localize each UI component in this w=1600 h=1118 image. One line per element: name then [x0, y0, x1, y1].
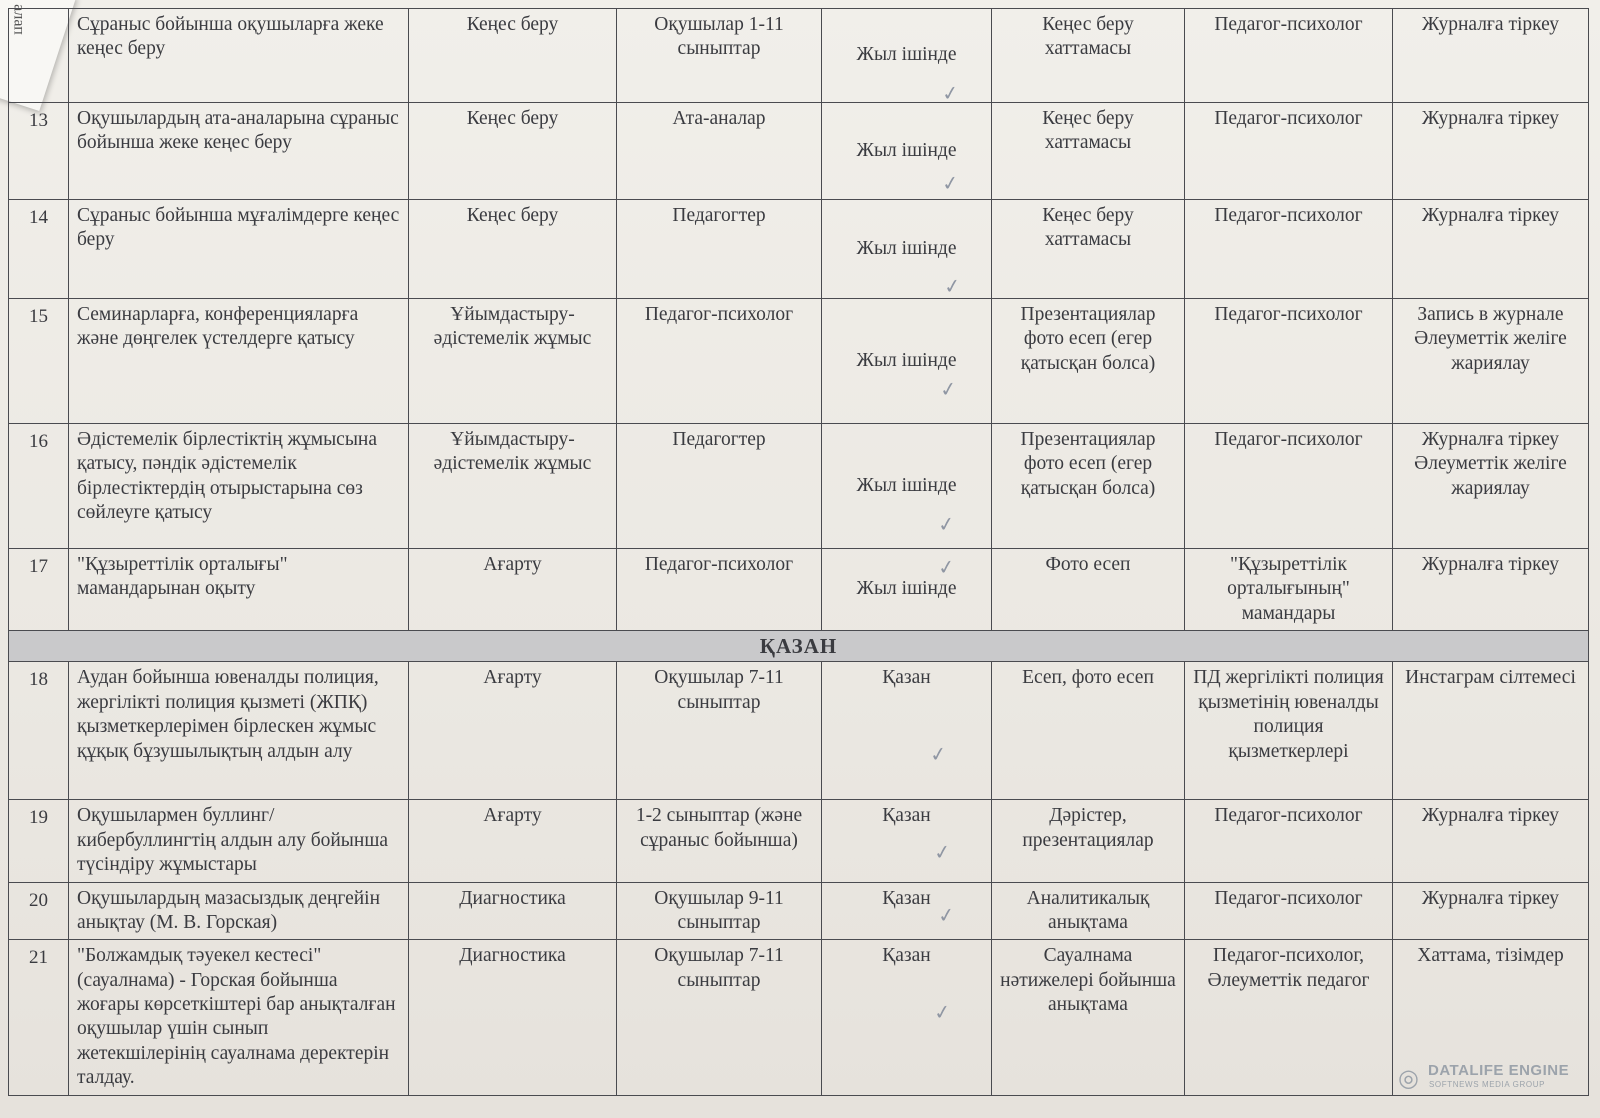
table-row: [9, 662, 1589, 800]
report-cell: Инстаграм сілтемесі: [1393, 662, 1589, 800]
row-number: 15: [9, 299, 69, 424]
audience-cell: Оқушылар 9-11 сыныптар: [617, 882, 822, 940]
time-text: Жыл ішінде: [856, 349, 957, 371]
month-header-row: [9, 631, 1589, 662]
form-cell: Кеңес беру: [409, 103, 617, 200]
row-number: 20: [9, 882, 69, 940]
report-cell: Журналға тіркеу: [1393, 9, 1589, 103]
form-cell: Диагностика: [409, 940, 617, 1096]
activity-cell: Сұраныс бойынша оқушыларға жеке кеңес беру: [69, 9, 409, 103]
time-text: Жыл ішінде: [856, 578, 957, 600]
time-cell: [822, 882, 992, 940]
form-cell: Кеңес беру: [409, 9, 617, 103]
check-mark-icon: ✓: [932, 839, 953, 866]
check-mark-icon: ✓: [938, 375, 959, 403]
responsible-cell: Педагог-психолог: [1185, 200, 1393, 299]
work-plan-table: [8, 8, 1589, 1096]
result-cell: Аналитикалық анықтама: [992, 882, 1185, 940]
time-cell: [822, 9, 992, 107]
check-mark-icon: ✓: [936, 901, 957, 928]
activity-cell: Аудан бойынша ювеналды полиция, жергілікті полиция қызметі (ЖПҚ) қызметкерлерімен бірлескен жұмыс құқық бұзушылықтың алдын алу: [69, 662, 409, 800]
result-cell: Презентациялар фото есеп (егер қатысқан болса): [992, 424, 1185, 549]
audience-cell: Педагог-психолог: [617, 549, 822, 631]
report-cell: Журналға тіркеу: [1393, 103, 1589, 200]
report-cell: Журналға тіркеу: [1393, 200, 1589, 299]
time-cell: [822, 940, 992, 1096]
form-cell: Диагностика: [409, 882, 617, 940]
time-cell: [822, 103, 992, 200]
time-text: Жыл ішінде: [856, 139, 957, 161]
form-cell: Ұйымдастыру-әдістемелік жұмыс: [409, 299, 617, 424]
activity-cell: Оқушылармен буллинг/кибербуллингтің алдын алу бойынша түсіндіру жұмыстары: [69, 800, 409, 882]
report-cell: Журналға тіркеу: [1393, 549, 1589, 631]
result-cell: Дәрістер, презентациялар: [992, 800, 1185, 882]
month-header: ҚАЗАН: [9, 631, 1589, 662]
activity-cell: Оқушылардың мазасыздық деңгейін анықтау (М. В. Горская): [69, 882, 409, 940]
activity-cell: Әдістемелік бірлестіктің жұмысына қатысу, пәндік әдістемелік бірлестіктердің отырыстарына сөз сөйлеуге қатысу: [69, 424, 409, 549]
check-mark-icon: ✓: [940, 79, 961, 107]
result-cell: Кеңес беру хаттамасы: [992, 9, 1185, 103]
check-mark-icon: ✓: [942, 272, 963, 300]
table-row: [9, 940, 1589, 1096]
result-cell: Сауалнама нәтижелері бойынша анықтама: [992, 940, 1185, 1096]
time-text: Жыл ішінде: [856, 237, 957, 259]
activity-cell: "Болжамдық тәуекел кестесі" (сауалнама) - Горская бойынша жоғары көрсеткіштері бар анықталған оқушылар үшін сынып жетекшілерінің сауалнама деректерін талдау.: [69, 940, 409, 1096]
eye-logo-icon: ◎: [1398, 1065, 1419, 1092]
responsible-cell: Педагог-психолог, Әлеуметтік педагог: [1185, 940, 1393, 1096]
audience-cell: Оқушылар 7-11 сыныптар: [617, 940, 822, 1096]
result-cell: Фото есеп: [992, 549, 1185, 631]
form-cell: Ағарту: [409, 800, 617, 882]
table-row: [9, 549, 1589, 631]
report-cell: Журналға тіркеу: [1393, 882, 1589, 940]
audience-cell: 1-2 сыныптар (және сұраныс бойынша): [617, 800, 822, 882]
audience-cell: Оқушылар 7-11 сыныптар: [617, 662, 822, 800]
report-cell: Хаттама, тізімдер: [1393, 940, 1589, 1096]
row-number: 13: [9, 103, 69, 200]
responsible-cell: Педагог-психолог: [1185, 9, 1393, 103]
time-text: Қазан: [882, 667, 931, 689]
check-mark-icon: ✓: [928, 741, 949, 768]
watermark: [1398, 1060, 1588, 1100]
row-number: 14: [9, 200, 69, 299]
responsible-cell: Педагог-психолог: [1185, 299, 1393, 424]
time-text: Жыл ішінде: [856, 44, 957, 66]
audience-cell: Оқушылар 1-11 сыныптар: [617, 9, 822, 103]
check-mark-icon: ✓: [932, 999, 953, 1026]
form-cell: Кеңес беру: [409, 200, 617, 299]
row-number: 19: [9, 800, 69, 882]
audience-cell: Педагогтер: [617, 424, 822, 549]
table-row: [9, 9, 1589, 103]
activity-cell: "Құзыреттілік орталығы" мамандарынан оқыту: [69, 549, 409, 631]
time-cell: [822, 549, 992, 631]
activity-cell: Сұраныс бойынша мұғалімдерге кеңес беру: [69, 200, 409, 299]
responsible-cell: Педагог-психолог: [1185, 424, 1393, 549]
time-cell: [822, 424, 992, 549]
time-cell: [822, 200, 992, 299]
watermark-title: DATALIFE ENGINE: [1428, 1062, 1570, 1079]
row-number: 17: [9, 549, 69, 631]
check-mark-icon: ✓: [936, 553, 957, 581]
result-cell: Есеп, фото есеп: [992, 662, 1185, 800]
responsible-cell: "Құзыреттілік орталығының" мамандары: [1185, 549, 1393, 631]
row-number: [9, 9, 69, 103]
activity-cell: Оқушылардың ата-аналарына сұраныс бойынша жеке кеңес беру: [69, 103, 409, 200]
check-mark-icon: ✓: [936, 510, 957, 538]
time-text: Жыл ішінде: [856, 474, 957, 496]
row-number: 18: [9, 662, 69, 800]
table-row: [9, 800, 1589, 882]
time-cell: [822, 800, 992, 882]
time-text: Қазан: [882, 887, 931, 909]
table-row: [9, 882, 1589, 940]
form-cell: Ұйымдастыру-әдістемелік жұмыс: [409, 424, 617, 549]
watermark-subtitle: SOFTNEWS MEDIA GROUP: [1429, 1080, 1546, 1089]
time-text: Қазан: [882, 805, 931, 827]
corner-fragment-text: алап: [10, 4, 28, 35]
activity-cell: Семинарларға, конференцияларға және дөңгелек үстелдерге қатысу: [69, 299, 409, 424]
form-cell: Ағарту: [409, 549, 617, 631]
report-cell: Запись в журнале Әлеуметтік желіге жариялау: [1393, 299, 1589, 424]
responsible-cell: ПД жергілікті полиция қызметінің ювеналды полиция қызметкерлері: [1185, 662, 1393, 800]
audience-cell: Педагог-психолог: [617, 299, 822, 424]
time-cell: [822, 299, 992, 424]
result-cell: Кеңес беру хаттамасы: [992, 103, 1185, 200]
result-cell: Кеңес беру хаттамасы: [992, 200, 1185, 299]
table-row: [9, 424, 1589, 549]
table-row: [9, 103, 1589, 200]
result-cell: Презентациялар фото есеп (егер қатысқан болса): [992, 299, 1185, 424]
audience-cell: Ата-аналар: [617, 103, 822, 200]
table-row: [9, 299, 1589, 424]
responsible-cell: Педагог-психолог: [1185, 882, 1393, 940]
time-cell: [822, 662, 992, 800]
audience-cell: Педагогтер: [617, 200, 822, 299]
time-text: Қазан: [882, 945, 931, 967]
row-number: 16: [9, 424, 69, 549]
check-mark-icon: ✓: [940, 169, 961, 197]
report-cell: Журналға тіркеу: [1393, 800, 1589, 882]
responsible-cell: Педагог-психолог: [1185, 800, 1393, 882]
row-number: 21: [9, 940, 69, 1096]
report-cell: Журналға тіркеу Әлеуметтік желіге жариялау: [1393, 424, 1589, 549]
table-row: [9, 200, 1589, 299]
form-cell: Ағарту: [409, 662, 617, 800]
responsible-cell: Педагог-психолог: [1185, 103, 1393, 200]
